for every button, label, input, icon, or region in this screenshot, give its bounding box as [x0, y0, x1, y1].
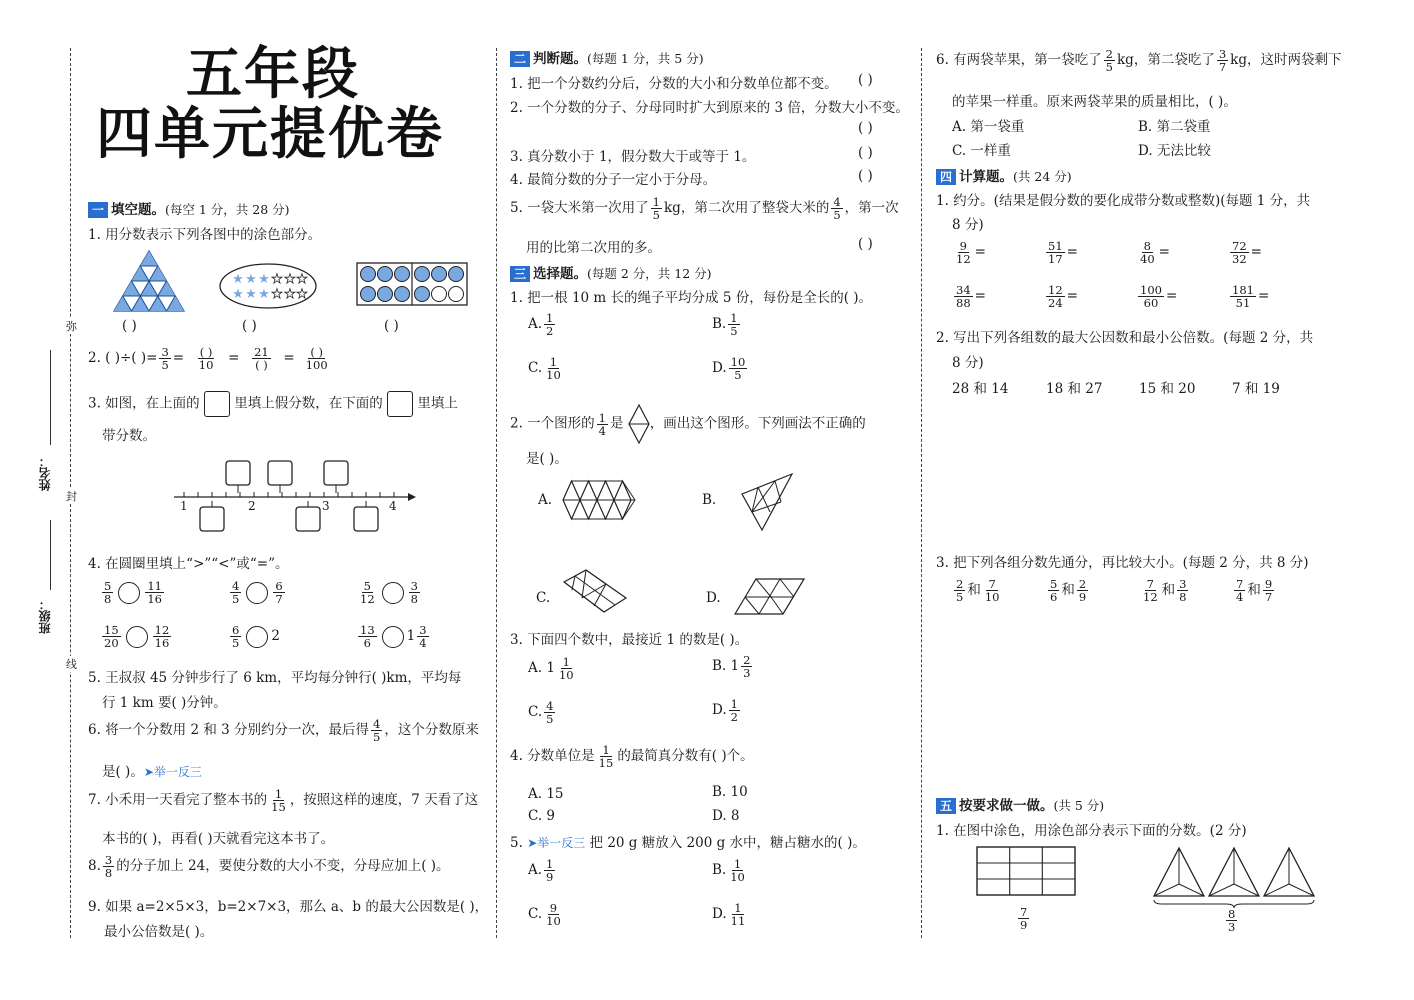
- choice-6-option-d[interactable]: D. 无法比较: [1138, 143, 1211, 159]
- section-4-number: 四: [936, 169, 956, 185]
- shade-pyramids-fraction: $\frac{8}{3}$: [1228, 907, 1236, 934]
- svg-text:★: ★: [258, 272, 270, 287]
- calc-2-line1: 2. 写出下列各组数的最大公因数和最小公倍数。(每题 2 分，共: [936, 330, 1314, 346]
- svg-text:★: ★: [258, 287, 270, 302]
- svg-text:★: ★: [284, 272, 296, 287]
- judge-1-answer[interactable]: ( ): [858, 72, 873, 88]
- answer-box[interactable]: [387, 391, 413, 417]
- choice-1-option-d[interactable]: D. $\frac{10}{5}$: [712, 355, 746, 382]
- q2-line: 2. ( )÷( )= $\frac{3}{5}$ = $\frac{( )}{10}$ = $\frac{21}{( )}$ = $\frac{( )}{100}$: [88, 345, 328, 372]
- calc-1-item-5: $\frac{34}{88}$ =: [956, 283, 986, 310]
- calc-1-item-1: $\frac{9}{12}$ =: [956, 239, 986, 266]
- practice-tag[interactable]: ➤举一反三: [527, 836, 586, 850]
- page-title-line2: 四单元提优卷: [96, 102, 444, 167]
- seal-char-2: 封: [66, 490, 77, 503]
- class-blank: [50, 520, 51, 590]
- choice-4-option-b[interactable]: B. 10: [712, 784, 748, 800]
- calc-3-item-3: $\frac{7}{12}$ 和 $\frac{3}{8}$: [1143, 577, 1187, 604]
- compare-circle[interactable]: [126, 626, 148, 648]
- choice-6-option-b[interactable]: B. 第二袋重: [1138, 119, 1211, 135]
- choice-2-option-c-label[interactable]: C.: [536, 590, 551, 606]
- q7-line1: 7. 小禾用一天看完了整本书的 $\frac{1}{15}$ ，按照这样的速度，7 天看了这: [88, 787, 479, 814]
- choice-2-option-b-figure: [740, 472, 794, 532]
- q4-item-2: $\frac{4}{5}$ $\frac{6}{7}$: [232, 579, 283, 606]
- column-divider-2: [921, 48, 922, 938]
- q6-line1: 6. 将一个分数用 2 和 3 分别约分一次，最后得 $\frac{4}{5}$ ，这个分数原来: [88, 717, 479, 744]
- compare-circle[interactable]: [246, 626, 268, 648]
- q6-line2: 是( )。➤举一反三: [102, 764, 202, 780]
- section-2-number: 二: [510, 51, 530, 67]
- number-line-tick-3: 3: [322, 499, 330, 513]
- section-5-note: (共 5 分): [1053, 798, 1105, 813]
- calc-1-item-8: $\frac{181}{51}$ =: [1232, 283, 1270, 310]
- calc-3-item-2: $\frac{5}{6}$ 和 $\frac{2}{9}$: [1050, 577, 1087, 604]
- choice-2-option-d-figure: [734, 578, 806, 616]
- shade-grid-figure[interactable]: [976, 846, 1076, 896]
- section-5-number: 五: [936, 798, 956, 814]
- answer-box[interactable]: [204, 391, 230, 417]
- q4-item-4: $\frac{15}{20}$ $\frac{12}{16}$: [104, 623, 170, 650]
- q1-answer-1[interactable]: ( ): [122, 318, 137, 334]
- compare-circle[interactable]: [118, 582, 140, 604]
- section-2-note: (每题 1 分，共 5 分): [587, 51, 704, 66]
- choice-5-option-c[interactable]: C. $\frac{9}{10}$: [528, 901, 561, 928]
- q4-text: 4. 在圆圈里填上“>”“<”或“=”。: [88, 556, 289, 572]
- calc-1-item-2: $\frac{51}{17}$ =: [1048, 239, 1078, 266]
- svg-text:★: ★: [284, 287, 296, 302]
- q3-line2: 带分数。: [102, 428, 156, 444]
- q3-line1: 3. 如图，在上面的 里填上假分数，在下面的 里填上: [88, 391, 458, 417]
- calc-1-item-7: $\frac{100}{60}$ =: [1140, 283, 1178, 310]
- choice-4-option-c[interactable]: C. 9: [528, 808, 556, 824]
- choice-3-option-b[interactable]: B. 1 $\frac{2}{3}$: [712, 653, 751, 680]
- svg-text:★: ★: [232, 287, 244, 302]
- section-3-heading: [510, 262, 712, 282]
- q7-line2: 本书的( )，再看( )天就看完这本书了。: [102, 831, 335, 847]
- choice-5-option-d[interactable]: D. $\frac{1}{11}$: [712, 901, 746, 928]
- calc-2-line2: 8 分): [952, 355, 984, 371]
- class-label: 班级：: [38, 598, 52, 634]
- q5-line1: 5. 王叔叔 45 分钟步行了 6 km，平均每分钟行( )km，平均每: [88, 670, 462, 686]
- choice-6-line1: 6. 有两袋苹果，第一袋吃了 $\frac{2}{5}$ kg，第二袋吃了 $\frac{3}{7}$ kg，这时两袋剩下: [936, 47, 1342, 74]
- calc-1-line2: 8 分): [952, 217, 984, 233]
- seal-char-1: 弥: [66, 320, 77, 333]
- q4-item-1: $\frac{5}{8}$ $\frac{11}{16}$: [104, 579, 162, 606]
- q8-line: 8. $\frac{3}{8}$ 的分子加上 24，要使分数的大小不变，分母应加上( )。: [88, 853, 450, 880]
- judge-1: 1. 把一个分数约分后，分数的大小和分数单位都不变。: [510, 76, 838, 92]
- choice-1-option-b[interactable]: B. $\frac{1}{5}$: [712, 311, 738, 338]
- choice-1-option-c[interactable]: C. $\frac{1}{10}$: [528, 355, 561, 382]
- choice-6-option-c[interactable]: C. 一样重: [952, 143, 1011, 159]
- judge-4-answer[interactable]: ( ): [858, 168, 873, 184]
- svg-text:★: ★: [245, 272, 257, 287]
- section-1-note: (每空 1 分，共 28 分): [165, 202, 290, 217]
- judge-5-line1: 5. 一袋大米第一次用了 $\frac{1}{5}$ kg，第二次用了整袋大米的 $\frac{4}{5}$ ，第一次: [510, 195, 899, 222]
- svg-text:★: ★: [271, 287, 283, 302]
- name-blank: [50, 350, 51, 445]
- calc-2-item-1: 28 和 14: [952, 381, 1009, 397]
- svg-text:★: ★: [271, 272, 283, 287]
- calc-1-item-3: $\frac{8}{40}$ =: [1140, 239, 1170, 266]
- judge-2: 2. 一个分数的分子、分母同时扩大到原来的 3 倍，分数大小不变。: [510, 100, 909, 116]
- section-4-title: 计算题。: [959, 169, 1014, 185]
- choice-3-text: 3. 下面四个数中，最接近 1 的数是( )。: [510, 632, 749, 648]
- choice-3-option-a[interactable]: A. 1 $\frac{1}{10}$: [528, 655, 574, 682]
- number-line-figure: [170, 460, 420, 536]
- compare-circle[interactable]: [382, 626, 404, 648]
- choice-4-option-a[interactable]: A. 15: [528, 786, 564, 802]
- calc-1-line1: 1. 约分。(结果是假分数的要化成带分数或整数)(每题 1 分，共: [936, 193, 1311, 209]
- choice-3-option-d[interactable]: D. $\frac{1}{2}$: [712, 697, 738, 724]
- shade-task-text: 1. 在图中涂色，用涂色部分表示下面的分数。(2 分): [936, 823, 1247, 839]
- q4-item-3: $\frac{5}{12}$ $\frac{3}{8}$: [360, 579, 418, 606]
- column-divider-1: [496, 48, 497, 938]
- choice-1-option-a[interactable]: A. $\frac{1}{2}$: [528, 311, 554, 338]
- choice-3-option-c[interactable]: C. $\frac{4}{5}$: [528, 699, 554, 726]
- shade-pyramids-figure[interactable]: [1152, 846, 1316, 910]
- practice-tag[interactable]: ➤举一反三: [143, 765, 202, 779]
- compare-circle[interactable]: [246, 582, 268, 604]
- q4-item-6: $\frac{13}{6}$ 1 $\frac{3}{4}$: [360, 623, 427, 650]
- circles-box-figure: [356, 262, 468, 306]
- q9-line1: 9. 如果 a=2×5×3，b=2×7×3，那么 a、b 的最大公因数是( )，: [88, 899, 489, 915]
- q1-answer-2[interactable]: ( ): [242, 318, 257, 334]
- judge-2-answer[interactable]: ( ): [858, 120, 873, 136]
- choice-2-option-c-figure: [562, 568, 628, 614]
- stars-ellipse-figure: [218, 262, 318, 310]
- q5-line2: 行 1 km 要( )分钟。: [102, 695, 227, 711]
- calc-2-item-2: 18 和 27: [1046, 381, 1103, 397]
- q1-answer-3[interactable]: ( ): [384, 318, 399, 334]
- triangle-figure: [112, 249, 186, 313]
- compare-circle[interactable]: [382, 582, 404, 604]
- section-4-heading: [936, 165, 1072, 185]
- choice-5-option-a[interactable]: A. $\frac{1}{9}$: [528, 857, 554, 884]
- choice-6-line2: 的苹果一样重。原来两袋苹果的质量相比，( )。: [952, 94, 1237, 110]
- svg-text:★: ★: [245, 287, 257, 302]
- name-label: 姓名：: [38, 455, 52, 491]
- choice-4-option-d[interactable]: D. 8: [712, 808, 740, 824]
- seal-char-3: 线: [66, 658, 77, 671]
- section-1-title: 填空题。: [111, 202, 166, 218]
- calc-3-item-1: $\frac{2}{5}$ 和 $\frac{7}{10}$: [956, 577, 1000, 604]
- page-title-line1: 五年段: [186, 42, 360, 107]
- calc-1-item-6: $\frac{12}{24}$ =: [1048, 283, 1078, 310]
- choice-5-option-b[interactable]: B. $\frac{1}{10}$: [712, 857, 745, 884]
- q4-item-5: $\frac{6}{5}$ 2: [232, 623, 280, 650]
- choice-2-option-b-label[interactable]: B.: [702, 492, 717, 508]
- svg-text:★: ★: [296, 272, 308, 287]
- choice-2-option-a-label[interactable]: A.: [538, 492, 553, 508]
- choice-1-text: 1. 把一根 10 m 长的绳子平均分成 5 份，每份是全长的( )。: [510, 290, 873, 306]
- section-3-title: 选择题。: [533, 266, 588, 282]
- choice-2-option-d-label[interactable]: D.: [706, 590, 721, 606]
- choice-4-text: 4. 分数单位是 $\frac{1}{15}$ 的最简真分数有( )个。: [510, 743, 754, 770]
- q9-line2: 最小公倍数是( )。: [104, 924, 214, 940]
- judge-5-answer[interactable]: ( ): [858, 236, 873, 252]
- svg-text:★: ★: [296, 287, 308, 302]
- section-1-heading: [88, 198, 290, 218]
- q1-text: 1. 用分数表示下列各图中的涂色部分。: [88, 227, 322, 243]
- section-5-title: 按要求做一做。: [959, 798, 1054, 814]
- judge-3: 3. 真分数小于 1，假分数大于或等于 1。: [510, 149, 756, 165]
- judge-4: 4. 最简分数的分子一定小于分母。: [510, 172, 717, 188]
- judge-3-answer[interactable]: ( ): [858, 145, 873, 161]
- section-2-heading: [510, 47, 704, 67]
- section-2-title: 判断题。: [533, 51, 588, 67]
- section-4-note: (共 24 分): [1013, 169, 1072, 184]
- choice-2-line1: 2. 一个图形的 $\frac{1}{4}$ 是 ，画出这个图形。下列画法不正确的: [510, 404, 866, 444]
- calc-2-item-4: 7 和 19: [1232, 381, 1280, 397]
- choice-2-option-a-figure: [562, 480, 636, 520]
- number-line-tick-4: 4: [389, 499, 397, 513]
- svg-text:★: ★: [232, 272, 244, 287]
- rhombus-icon: [628, 404, 650, 444]
- judge-5-line2: 用的比第二次用的多。: [526, 240, 661, 256]
- section-5-heading: [936, 794, 1104, 814]
- choice-6-option-a[interactable]: A. 第一袋重: [952, 119, 1025, 135]
- calc-1-item-4: $\frac{72}{32}$ =: [1232, 239, 1262, 266]
- choice-5-text: 5. ➤举一反三 把 20 g 糖放入 200 g 水中，糖占糖水的( )。: [510, 835, 866, 851]
- section-3-number: 三: [510, 266, 530, 282]
- calc-2-item-3: 15 和 20: [1139, 381, 1196, 397]
- section-3-note: (每题 2 分，共 12 分): [587, 266, 712, 281]
- shade-grid-fraction: $\frac{7}{9}$: [1020, 905, 1028, 932]
- section-1-number: 一: [88, 202, 108, 218]
- number-line-tick-1: 1: [180, 499, 188, 513]
- choice-2-line2: 是( )。: [526, 451, 568, 467]
- calc-3-text: 3. 把下列各组分数先通分，再比较大小。(每题 2 分，共 8 分): [936, 555, 1309, 571]
- number-line-tick-2: 2: [248, 499, 256, 513]
- calc-3-item-4: $\frac{7}{4}$ 和 $\frac{9}{7}$: [1236, 577, 1273, 604]
